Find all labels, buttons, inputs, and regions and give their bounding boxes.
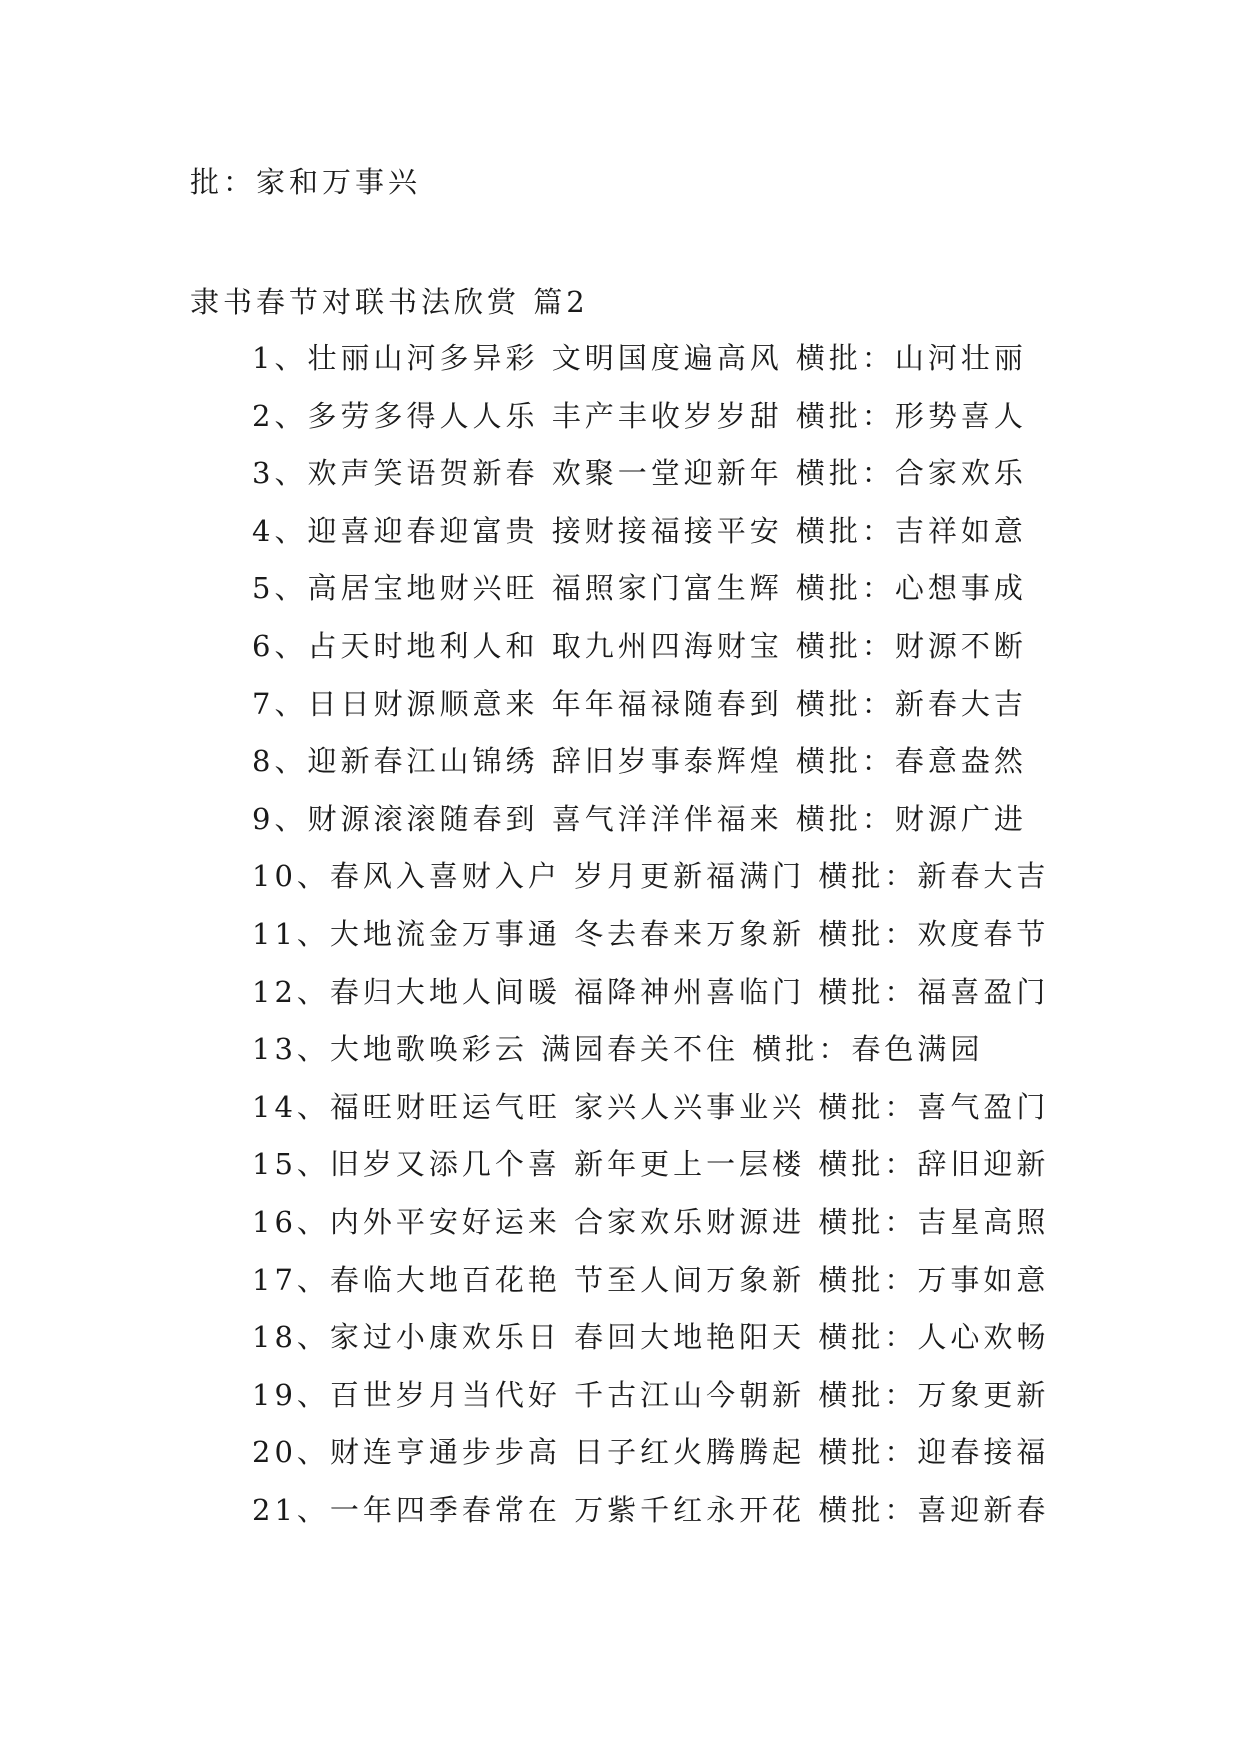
- couplet-lower-line: 辞旧岁事泰辉煌: [551, 744, 783, 779]
- couplet-item: [252, 570, 1049, 628]
- couplet-number: 7、: [252, 686, 308, 721]
- couplet-number: 15、: [252, 1147, 330, 1182]
- couplet-banner: 横批：人心欢畅: [818, 1320, 1050, 1355]
- couplet-upper-line: 福旺财旺运气旺: [329, 1089, 561, 1124]
- couplet-item: [252, 858, 1049, 916]
- couplet-lower-line: 岁月更新福满门: [574, 859, 806, 894]
- couplet-item: [252, 1377, 1049, 1435]
- couplet-lower-line: 万紫千红永开花: [574, 1492, 806, 1527]
- couplet-lower-line: 丰产丰收岁岁甜: [551, 398, 783, 433]
- couplet-item: [252, 974, 1049, 1032]
- couplet-item: [252, 1031, 1049, 1089]
- couplet-item: [252, 1319, 1049, 1377]
- couplet-number: 3、: [252, 456, 308, 491]
- couplet-item: [252, 743, 1049, 801]
- section-title: 隶书春节对联书法欣赏 篇2: [190, 285, 589, 319]
- couplet-item: [252, 1089, 1049, 1147]
- couplet-item: [252, 1434, 1049, 1492]
- couplet-list: [252, 340, 1049, 1549]
- couplet-item: [252, 1262, 1049, 1320]
- couplet-upper-line: 财连亨通步步高: [329, 1435, 561, 1470]
- couplet-lower-line: 福照家门富生辉: [551, 571, 783, 606]
- couplet-banner: 横批：合家欢乐: [795, 456, 1027, 491]
- couplet-number: 4、: [252, 513, 308, 548]
- couplet-number: 1、: [252, 341, 308, 375]
- couplet-item: [252, 1492, 1049, 1550]
- couplet-lower-line: 喜气洋洋伴福来: [551, 801, 783, 836]
- couplet-lower-line: 福降神州喜临门: [574, 974, 806, 1009]
- couplet-upper-line: 占天时地利人和: [307, 628, 539, 663]
- couplet-banner: 横批：春色满园: [752, 1032, 984, 1067]
- couplet-upper-line: 迎喜迎春迎富贵: [307, 513, 539, 548]
- couplet-lower-line: 取九州四海财宝: [551, 628, 783, 663]
- couplet-number: 14、: [252, 1089, 330, 1124]
- couplet-upper-line: 财源滚滚随春到: [307, 801, 539, 836]
- couplet-item: [252, 628, 1049, 686]
- couplet-item: [252, 1146, 1049, 1204]
- couplet-upper-line: 高居宝地财兴旺: [307, 571, 539, 606]
- couplet-upper-line: 家过小康欢乐日: [329, 1320, 561, 1355]
- couplet-banner: 横批：喜迎新春: [818, 1492, 1050, 1527]
- couplet-upper-line: 春归大地人间暖: [329, 974, 561, 1009]
- couplet-item: [252, 916, 1049, 974]
- couplet-number: 20、: [252, 1435, 330, 1470]
- couplet-number: 16、: [252, 1204, 330, 1239]
- previous-banner-line: 批：家和万事兴: [190, 165, 422, 199]
- couplet-upper-line: 壮丽山河多异彩: [307, 341, 539, 375]
- couplet-upper-line: 大地歌唤彩云: [329, 1032, 528, 1067]
- couplet-banner: 横批：喜气盈门: [818, 1089, 1050, 1124]
- couplet-number: 12、: [252, 974, 330, 1009]
- couplet-number: 10、: [252, 859, 330, 894]
- couplet-item: [252, 801, 1049, 859]
- couplet-number: 8、: [252, 744, 308, 779]
- couplet-banner: 横批：迎春接福: [818, 1435, 1050, 1470]
- couplet-upper-line: 内外平安好运来: [329, 1204, 561, 1239]
- couplet-banner: 横批：财源不断: [795, 628, 1027, 663]
- couplet-upper-line: 春风入喜财入户: [329, 859, 561, 894]
- couplet-banner: 横批：福喜盈门: [818, 974, 1050, 1009]
- couplet-lower-line: 欢聚一堂迎新年: [551, 456, 783, 491]
- couplet-number: 9、: [252, 801, 308, 836]
- couplet-upper-line: 百世岁月当代好: [329, 1377, 561, 1412]
- couplet-lower-line: 家兴人兴事业兴: [574, 1089, 806, 1124]
- couplet-banner: 横批：心想事成: [795, 571, 1027, 606]
- couplet-banner: 横批：新春大吉: [818, 859, 1050, 894]
- couplet-lower-line: 合家欢乐财源进: [574, 1204, 806, 1239]
- couplet-number: 11、: [252, 916, 330, 951]
- couplet-lower-line: 新年更上一层楼: [574, 1147, 806, 1182]
- couplet-lower-line: 节至人间万象新: [574, 1262, 806, 1297]
- couplet-item: [252, 455, 1049, 513]
- couplet-lower-line: 冬去春来万象新: [574, 916, 806, 951]
- couplet-banner: 横批：万象更新: [818, 1377, 1050, 1412]
- couplet-upper-line: 欢声笑语贺新春: [307, 456, 539, 491]
- couplet-lower-line: 春回大地艳阳天: [574, 1320, 806, 1355]
- couplet-lower-line: 日子红火腾腾起: [574, 1435, 806, 1470]
- couplet-upper-line: 多劳多得人人乐: [307, 398, 539, 433]
- couplet-upper-line: 迎新春江山锦绣: [307, 744, 539, 779]
- couplet-upper-line: 大地流金万事通: [329, 916, 561, 951]
- couplet-lower-line: 接财接福接平安: [551, 513, 783, 548]
- couplet-banner: 横批：财源广进: [795, 801, 1027, 836]
- couplet-item: [252, 398, 1049, 456]
- couplet-lower-line: 满园春关不住: [541, 1032, 740, 1067]
- couplet-number: 13、: [252, 1032, 330, 1067]
- couplet-banner: 横批：万事如意: [818, 1262, 1050, 1297]
- couplet-item: [252, 686, 1049, 744]
- couplet-banner: 横批：形势喜人: [795, 398, 1027, 433]
- couplet-banner: 横批：吉星高照: [818, 1204, 1050, 1239]
- couplet-number: 6、: [252, 628, 308, 663]
- couplet-upper-line: 日日财源顺意来: [307, 686, 539, 721]
- couplet-number: 21、: [252, 1492, 330, 1527]
- couplet-banner: 横批：辞旧迎新: [818, 1147, 1050, 1182]
- couplet-number: 5、: [252, 571, 308, 606]
- couplet-lower-line: 年年福禄随春到: [551, 686, 783, 721]
- couplet-banner: 横批：春意盎然: [795, 744, 1027, 779]
- couplet-lower-line: 千古江山今朝新: [574, 1377, 806, 1412]
- couplet-item: [252, 340, 1049, 398]
- couplet-lower-line: 文明国度遍高风: [551, 341, 783, 375]
- couplet-banner: 横批：新春大吉: [795, 686, 1027, 721]
- couplet-number: 18、: [252, 1320, 330, 1355]
- couplet-item: [252, 513, 1049, 571]
- couplet-upper-line: 一年四季春常在: [329, 1492, 561, 1527]
- couplet-banner: 横批：山河壮丽: [795, 341, 1027, 375]
- couplet-banner: 横批：吉祥如意: [795, 513, 1027, 548]
- couplet-upper-line: 春临大地百花艳: [329, 1262, 561, 1297]
- couplet-upper-line: 旧岁又添几个喜: [329, 1147, 561, 1182]
- couplet-number: 2、: [252, 398, 308, 433]
- couplet-number: 19、: [252, 1377, 330, 1412]
- couplet-item: [252, 1204, 1049, 1262]
- couplet-banner: 横批：欢度春节: [818, 916, 1050, 951]
- couplet-number: 17、: [252, 1262, 330, 1297]
